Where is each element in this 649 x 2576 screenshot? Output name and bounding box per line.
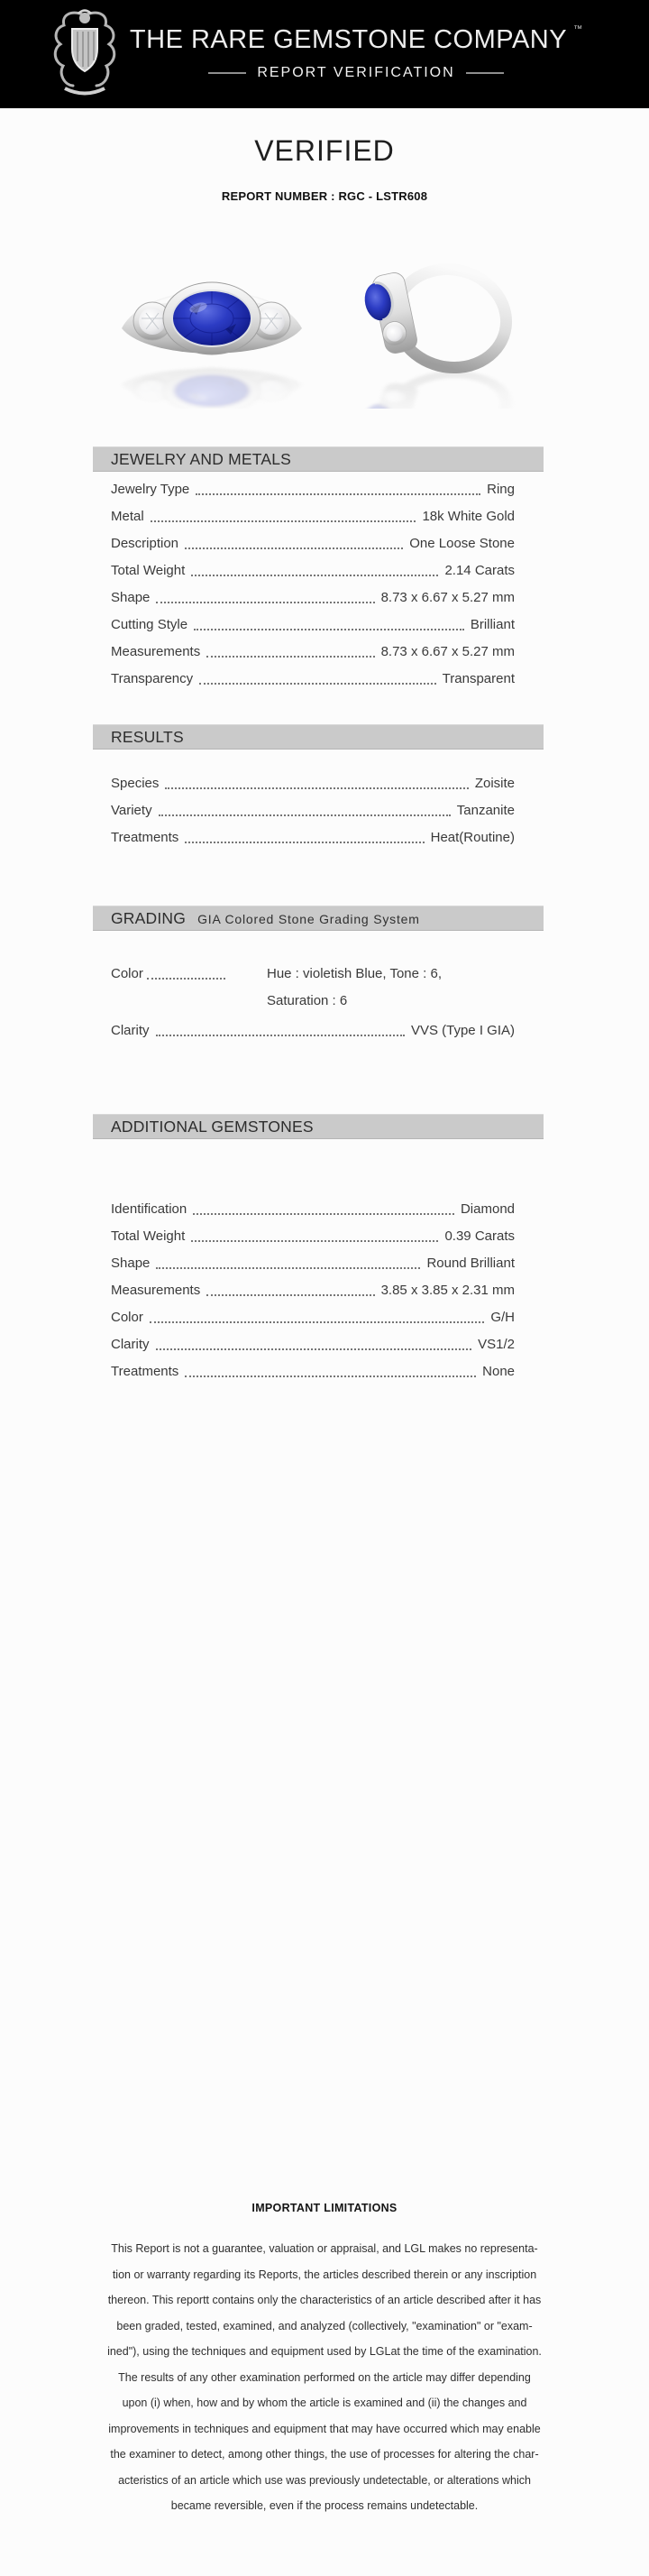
row-label: Measurements	[111, 644, 201, 659]
table-row	[111, 777, 515, 791]
ring-front-photo	[99, 235, 324, 409]
row-label: Shape	[111, 1256, 151, 1271]
dotted-leader	[156, 1345, 472, 1350]
row-value: 18k White Gold	[422, 509, 515, 524]
grading-color-row	[111, 967, 515, 1008]
table-row	[111, 1202, 515, 1217]
row-label: Cutting Style	[111, 617, 188, 632]
dotted-leader	[193, 1210, 454, 1215]
limitations-line: became reversible, even if the process remains undetectable.	[170, 2499, 479, 2512]
table-row	[111, 1338, 515, 1352]
row-label: Total Weight	[111, 563, 186, 578]
dotted-leader	[196, 490, 480, 495]
row-label: Jewelry Type	[111, 482, 190, 497]
table-row	[111, 1283, 515, 1298]
dotted-leader	[185, 1372, 476, 1377]
table-row	[111, 510, 515, 524]
row-value: One Loose Stone	[409, 536, 515, 551]
row-value: Transparent	[442, 671, 515, 686]
dotted-leader	[185, 838, 424, 843]
row-label: Measurements	[111, 1283, 201, 1298]
row-value: 8.73 x 6.67 x 5.27 mm	[380, 590, 515, 605]
row-value	[267, 967, 442, 1008]
limitations-line: upon (i) when, how and by whom the article is examined and (ii) the changes and	[122, 2397, 527, 2409]
row-label: Treatments	[111, 830, 179, 845]
row-value: VS1/2	[478, 1337, 515, 1352]
dotted-leader	[156, 1264, 420, 1269]
table-row	[111, 564, 515, 578]
dotted-leader	[199, 679, 436, 685]
dotted-leader	[191, 1237, 438, 1242]
results-table	[111, 777, 515, 858]
header	[0, 0, 649, 108]
color-value-line-2: Saturation : 6	[267, 993, 348, 1008]
row-label: Color	[111, 1310, 143, 1325]
table-row	[111, 804, 515, 818]
table-row	[111, 1229, 515, 1244]
brand-title: THE RARE GEMSTONE COMPANY	[129, 25, 568, 54]
row-label: Description	[111, 536, 179, 551]
jewelry-and-metals-table	[111, 483, 515, 699]
dotted-leader	[206, 1291, 374, 1296]
table-row	[111, 831, 515, 845]
dotted-leader	[150, 1318, 484, 1323]
row-label: Species	[111, 776, 160, 791]
limitations-title: IMPORTANT LIMITATIONS	[251, 2202, 398, 2214]
table-row	[111, 591, 515, 605]
verified-status-title: VERIFIED	[254, 134, 395, 167]
dotted-leader	[159, 811, 451, 816]
table-row	[111, 1256, 515, 1271]
dotted-leader	[194, 625, 464, 630]
row-value: Heat(Routine)	[430, 830, 515, 845]
table-row	[111, 537, 515, 551]
dotted-leader	[151, 517, 416, 522]
limitations-line: been graded, tested, examined, and analyzed (collectively, "examination" or "exam-	[116, 2319, 533, 2332]
row-value: VVS (Type I GIA)	[410, 1023, 515, 1038]
limitations-line: improvements in techniques and equipment that may have occurred which may enable	[108, 2422, 541, 2435]
header-subtitle-row	[63, 65, 649, 81]
row-value: 8.73 x 6.67 x 5.27 mm	[380, 644, 515, 659]
row-label: Transparency	[111, 671, 194, 686]
row-label: Total Weight	[111, 1228, 186, 1244]
row-value: G/H	[490, 1310, 515, 1325]
color-value-line-1: Hue : violetish Blue, Tone : 6,	[267, 966, 443, 981]
row-value: Diamond	[460, 1201, 515, 1217]
row-value: 0.39 Carats	[444, 1228, 515, 1244]
limitations-line: The results of any other examination performed on the article may differ depending	[118, 2370, 531, 2384]
report-number: REPORT NUMBER : RGC - LSTR608	[221, 189, 428, 203]
dotted-leader	[165, 784, 468, 789]
row-value: 2.14 Carats	[444, 563, 515, 578]
additional-gemstones-table	[111, 1202, 515, 1392]
section-header-grading	[93, 906, 544, 931]
limitations-line: the examiner to detect, among other things, the use of processes for altering the char-	[110, 2448, 539, 2461]
row-label: Metal	[111, 509, 144, 524]
section-header-additional-gemstones	[93, 1114, 544, 1139]
row-value: Round Brilliant	[426, 1256, 515, 1271]
section-header-results	[93, 724, 544, 750]
report-verification-label: REPORT VERIFICATION	[257, 65, 455, 80]
table-row	[111, 672, 515, 686]
section-title: RESULTS	[111, 727, 184, 746]
row-label: Variety	[111, 803, 152, 818]
dotted-leader	[206, 652, 374, 658]
limitations-line: This Report is not a guarantee, valuation or appraisal, and LGL makes no representa-	[111, 2242, 538, 2255]
dotted-leader	[156, 1031, 405, 1036]
row-label: Treatments	[111, 1364, 179, 1379]
table-row	[111, 618, 515, 632]
row-value: None	[482, 1364, 515, 1379]
dotted-leader	[191, 571, 438, 576]
limitations-line: tion or warranty regarding its Reports, the articles described therein or any inscription	[112, 2268, 537, 2281]
row-label: Clarity	[111, 1023, 150, 1038]
row-label: Color	[111, 966, 143, 981]
row-label: Shape	[111, 590, 151, 605]
row-value: 3.85 x 3.85 x 2.31 mm	[380, 1283, 515, 1298]
section-header-jewelry-and-metals	[93, 446, 544, 472]
row-value: Brilliant	[470, 617, 515, 632]
ring-side-photo	[324, 235, 550, 409]
row-label-cell	[111, 967, 225, 981]
table-row	[111, 483, 515, 497]
dash-line-right	[466, 72, 504, 74]
limitations-line: ined"), using the techniques and equipment used by LGLat the time of the examination.	[107, 2345, 542, 2358]
crest-logo-icon	[49, 5, 121, 99]
section-title: GRADING	[111, 908, 187, 927]
row-label: Identification	[111, 1201, 187, 1217]
dotted-leader	[147, 974, 225, 980]
grading-clarity-row	[111, 1024, 515, 1038]
table-row	[111, 1311, 515, 1325]
section-subtitle: GIA Colored Stone Grading System	[197, 912, 420, 926]
section-title: ADDITIONAL GEMSTONES	[111, 1117, 314, 1136]
limitations-line: acteristics of an article which use was previously undetectable, or alterations which	[118, 2473, 531, 2487]
brand-title-row	[63, 24, 649, 55]
limitations-paragraph	[81, 2236, 568, 2519]
table-row	[111, 645, 515, 659]
row-value: Zoisite	[474, 776, 515, 791]
row-label: Clarity	[111, 1337, 150, 1352]
table-row	[111, 1365, 515, 1379]
section-title: JEWELRY AND METALS	[111, 449, 292, 468]
row-value: Ring	[487, 482, 515, 497]
trademark-symbol: ™	[573, 24, 583, 34]
dotted-leader	[185, 544, 403, 549]
dash-line-left	[208, 72, 246, 74]
ring-photos	[0, 235, 649, 409]
row-value: Tanzanite	[456, 803, 515, 818]
dotted-leader	[156, 598, 374, 603]
limitations-line: thereon. This reportt contains only the characteristics of an article described after it has	[107, 2294, 542, 2306]
